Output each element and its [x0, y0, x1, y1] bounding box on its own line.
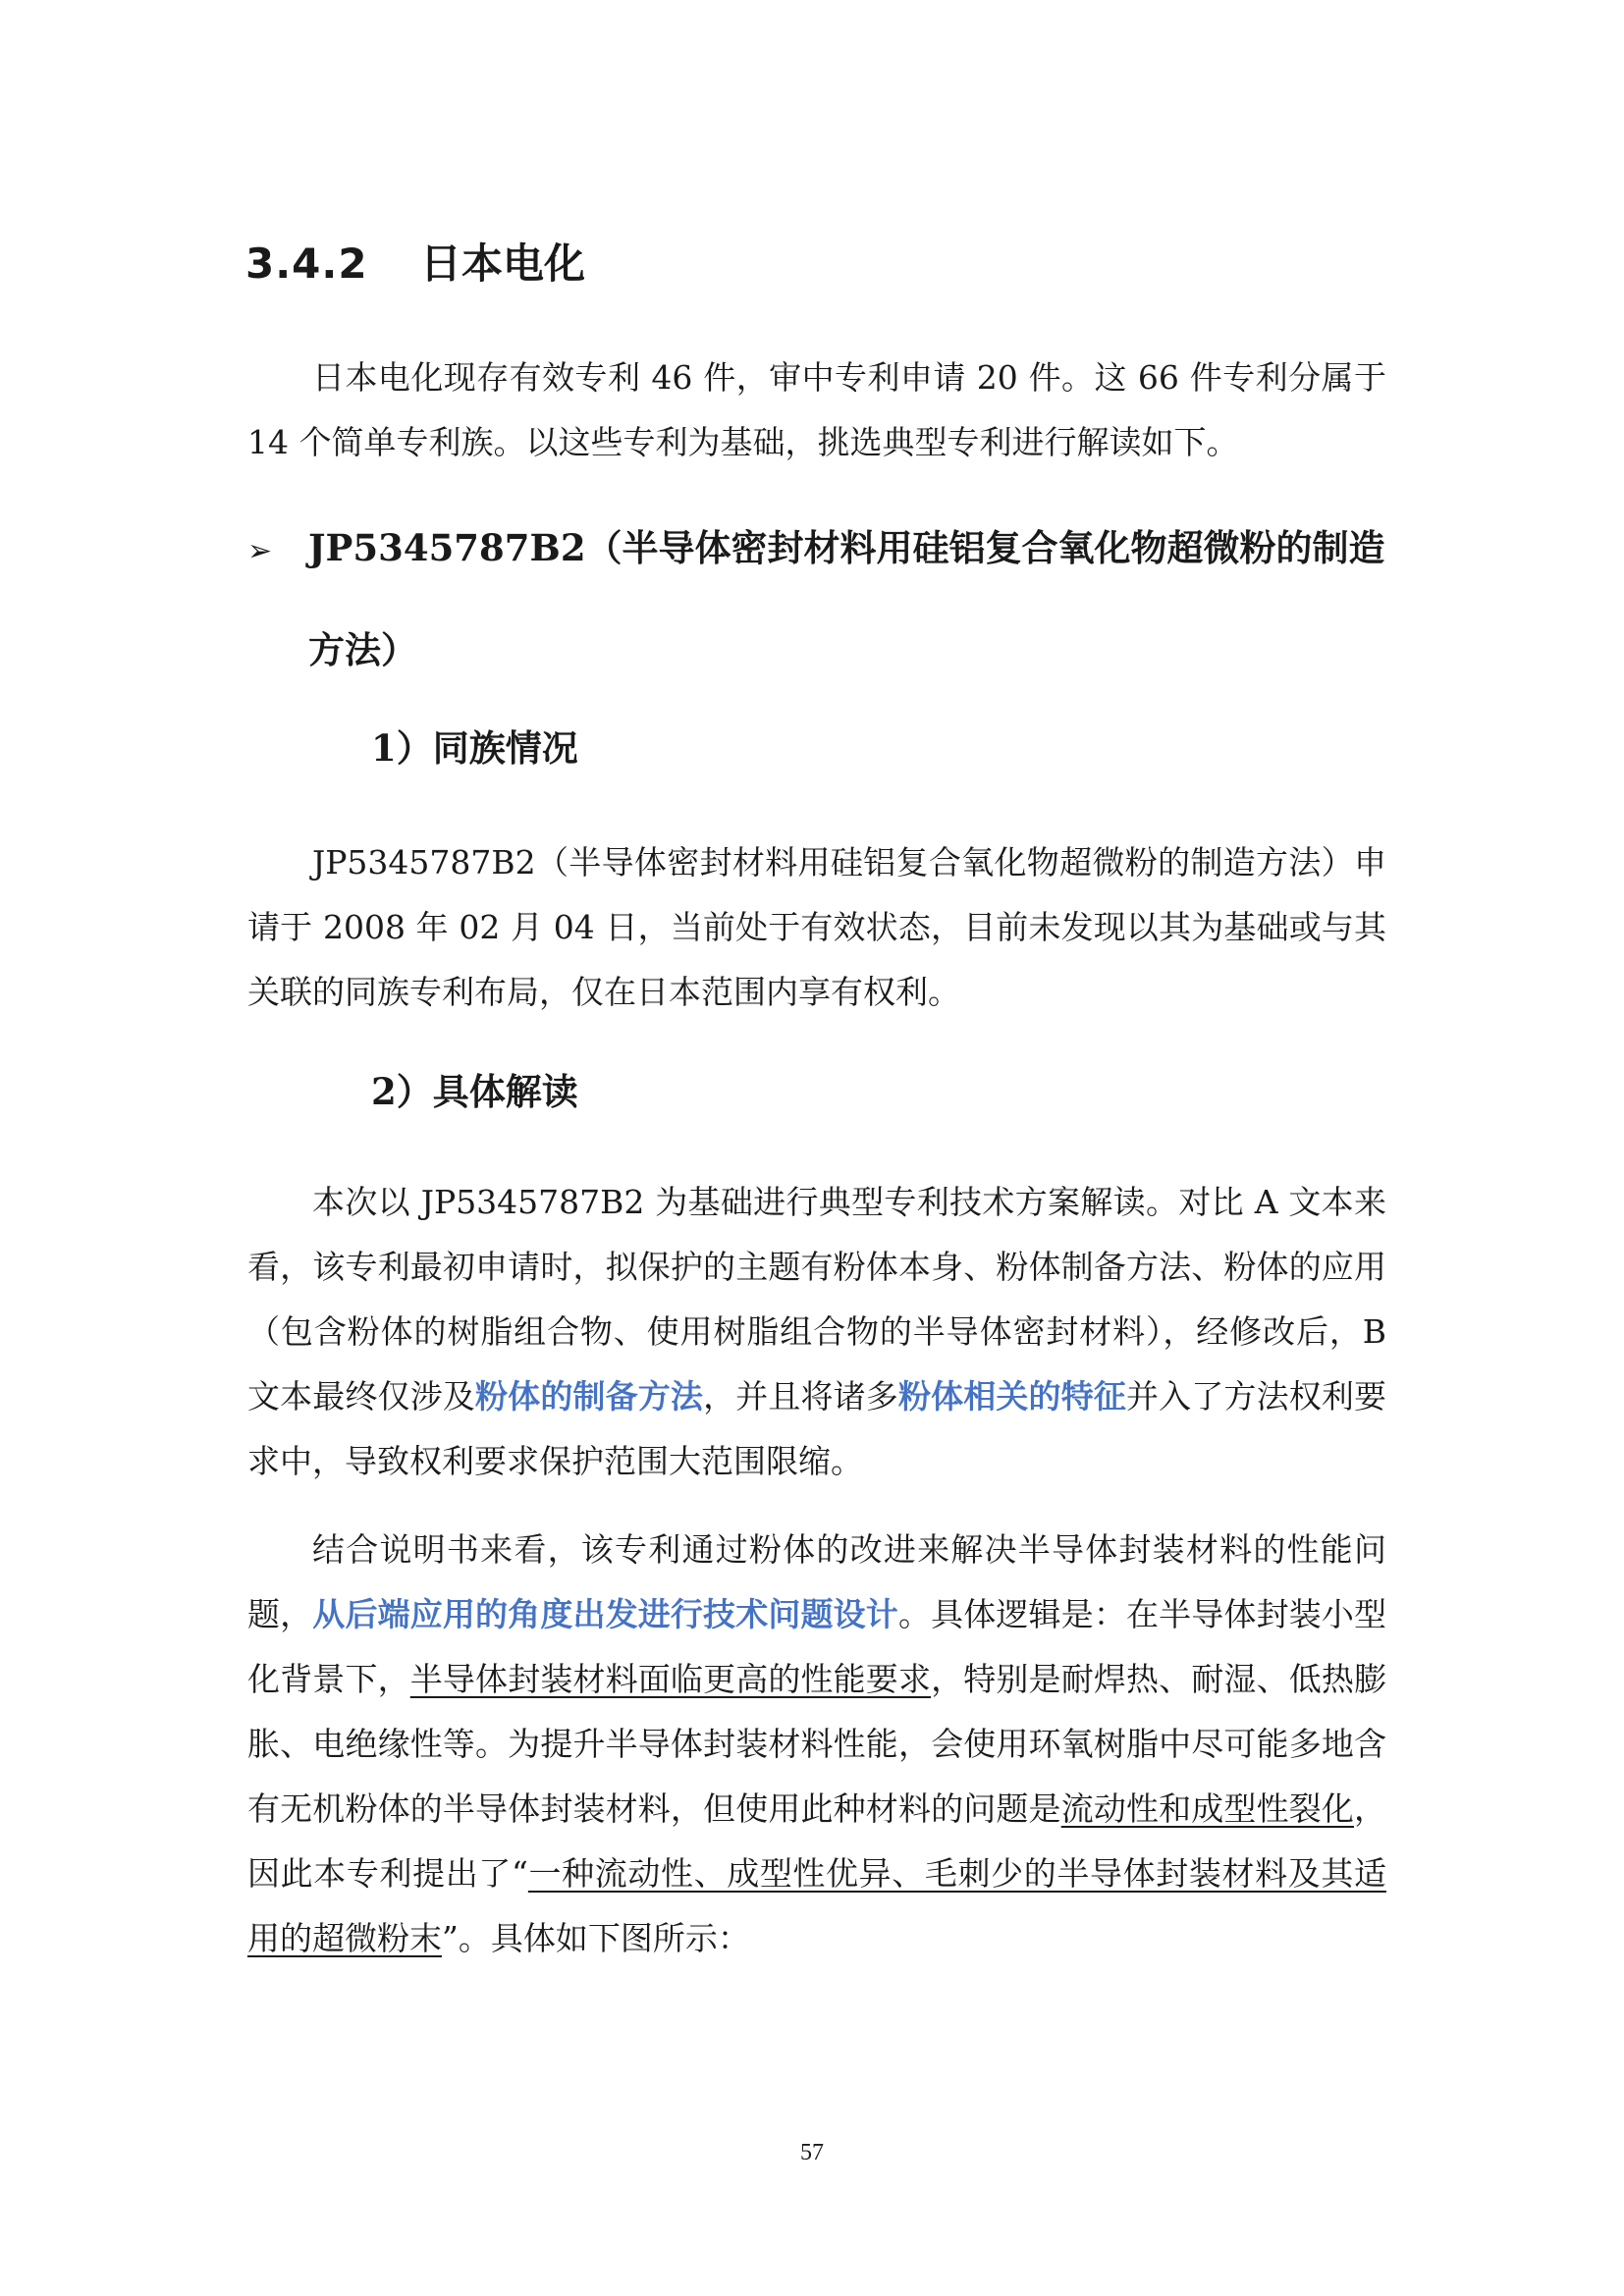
- arrow-bullet-icon: ➢: [247, 534, 273, 568]
- family-heading: 1）同族情况: [371, 726, 578, 770]
- text-run: 结合说明书来看，该专利通过粉体的改进来解决半导体封装材料的性能问题，: [247, 1530, 1386, 1633]
- section-title: 日本电化: [420, 240, 586, 288]
- highlight-text: 粉体相关的特征: [897, 1377, 1126, 1415]
- text-run: 本次以 JP5345787B2 为基础进行典型专利技术方案解读。对比 A 文本来看，该专利最初申请时，拟保护的主题有粉体本身、粉体制备方法、粉体的应用（包含粉体的树脂组合物、使用树脂组合物的半导体密封材料），经修改后，B 文本最终仅涉及: [247, 1183, 1386, 1415]
- interpretation-paragraph-1: [247, 1170, 1386, 1494]
- underlined-text: 流动性和成型性裂化: [1060, 1789, 1355, 1828]
- highlight-text: 粉体的制备方法: [475, 1377, 704, 1415]
- interpretation-paragraph-2: [247, 1518, 1386, 1971]
- text-run: ，因此本专利提出了“: [247, 1789, 1387, 1893]
- patent-heading-line1: JP5345787B2（半导体密封材料用硅铝复合氧化物超微粉的制造: [308, 526, 1385, 569]
- text-run: ”。具体如下图所示：: [442, 1919, 750, 1957]
- patent-heading: [247, 499, 1396, 699]
- family-paragraph: JP5345787B2（半导体密封材料用硅铝复合氧化物超微粉的制造方法）申请于 2008 年 02 月 04 日，当前处于有效状态，目前未发现以其为基础或与其关联的同族专利布局，仅在日本范围内享有权利。: [247, 843, 1386, 1011]
- text-run: 并入了方法权利要求中，导致权利要求保护范围大范围限缩。: [247, 1377, 1387, 1480]
- text-run: ，特别是耐焊热、耐湿、低热膨胀、电绝缘性等。为提升半导体封装材料性能，会使用环氧树脂中尽可能多地含有无机粉体的半导体封装材料，但使用此种材料的问题是: [247, 1660, 1387, 1828]
- underlined-text: 一种流动性、成型性优异、毛刺少的半导体封装材料及其适用的超微粉末: [247, 1854, 1386, 1957]
- interpretation-heading: 2）具体解读: [371, 1070, 578, 1113]
- text-run: ，并且将诸多: [703, 1377, 898, 1415]
- patent-heading-line2: 方法）: [308, 628, 417, 671]
- section-number: 3.4.2: [245, 240, 368, 288]
- text-run: 。具体逻辑是：在半导体封装小型化背景下，: [247, 1595, 1387, 1698]
- highlight-text: 从后端应用的角度出发进行技术问题设计: [312, 1595, 898, 1633]
- page-number: 57: [800, 2140, 824, 2165]
- underlined-text: 半导体封装材料面临更高的性能要求: [409, 1660, 932, 1698]
- intro-paragraph: 日本电化现存有效专利 46 件，审中专利申请 20 件。这 66 件专利分属于 14 个简单专利族。以这些专利为基础，挑选典型专利进行解读如下。: [247, 358, 1386, 461]
- section-heading: [245, 232, 585, 291]
